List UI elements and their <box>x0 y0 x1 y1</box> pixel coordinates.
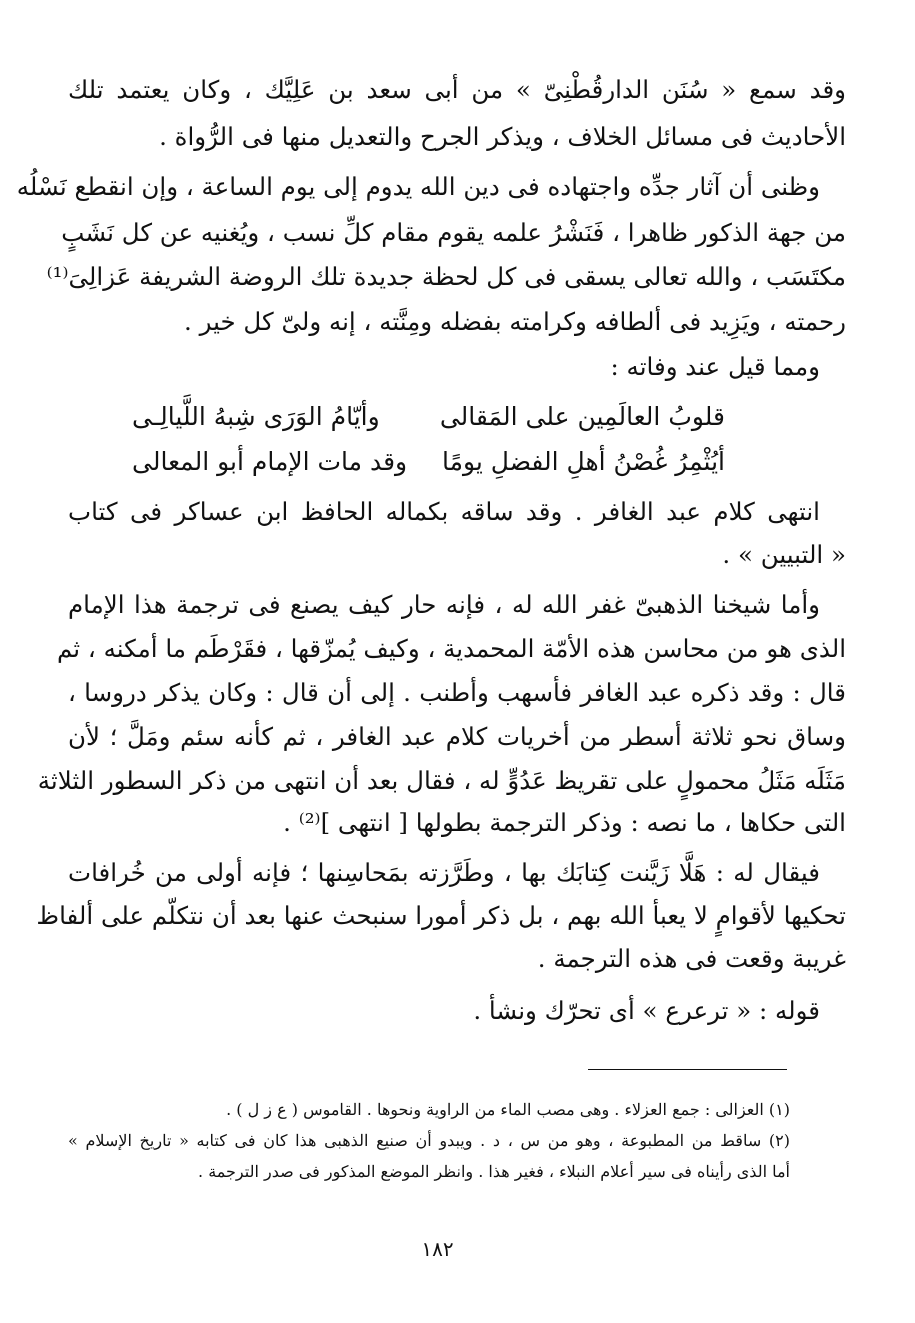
text-line: الأحاديث فى مسائل الخلاف ، ويذكر الجرح والتعديل منها فى الرُّواة . <box>159 122 846 151</box>
text-line: وساق نحو ثلاثة أسطر من أخريات كلام عبد الغافر ، ثم كأنه سئم ومَلَّ ؛ لأن <box>68 722 846 751</box>
text-line: من جهة الذكور ظاهرا ، فَنَشْرُ علمه يقوم مقام كلِّ نسب ، ويُغنيه عن كل نَشَبٍ <box>61 218 846 247</box>
text-line: انتهى كلام عبد الغافر . وقد ساقه بكماله الحافظ ابن عساكر فى كتاب <box>68 497 820 526</box>
page-number: ١٨٢ <box>421 1237 454 1261</box>
text-line: ومما قيل عند وفاته : <box>610 352 820 381</box>
footnote-2: (٢) ساقط من المطبوعة ، وهو من س ، د . ويبدو أن صنيع الذهبى هذا كان فى كتابه « تاريخ الإسلام » <box>68 1131 790 1150</box>
footnote-separator <box>588 1069 787 1070</box>
text-line: التى حكاها ، ما نصه : وذكر الترجمة بطولها [ انتهى ]⁽²⁾ . <box>283 808 846 837</box>
text-line: فيقال له : هَلَّا زَيَّنت كِتابَك بها ، وطَرَّزته بمَحاسِنها ؛ فإنه أولى من خُرافات <box>68 858 820 887</box>
verse-line-2-first-hemistich: أيُثْمِرُ غُصْنُ أهلِ الفضلِ يومًا <box>441 447 725 476</box>
text-line: وظنى أن آثار جدِّه واجتهاده فى دين الله يدوم إلى يوم الساعة ، وإن انقطع نَسْلُه <box>16 172 820 201</box>
text-line: وأما شيخنا الذهبىّ غفر الله له ، فإنه حار كيف يصنع فى ترجمة هذا الإمام <box>68 590 820 619</box>
text-line: غريبة وقعت فى هذه الترجمة . <box>537 944 846 973</box>
text-line: وقد سمع « سُنَن الدارقُطْنِىّ » من أبى سعد بن عَلِيَّك ، وكان يعتمد تلك <box>68 75 846 104</box>
footnote-2-continuation: أما الذى رأيناه فى سير أعلام النبلاء ، فغير هذا . وانظر الموضع المذكور فى صدر الترجمة . <box>198 1162 790 1181</box>
verse-line-1-first-hemistich: قلوبُ العالَمِين على المَقالى <box>439 402 725 431</box>
text-line: رحمته ، ويَزِيد فى ألطافه وكرامته بفضله ومِنَّته ، إنه ولىّ كل خير . <box>184 307 846 336</box>
verse-line-1-second-hemistich: وأيّامُ الوَرَى شِبهُ اللَّيالِـى <box>132 402 380 431</box>
text-line: « التبيين » . <box>722 540 846 569</box>
text-line: مكتَسَب ، والله تعالى يسقى فى كل لحظة جديدة تلك الروضة الشريفة عَزالِىَ⁽¹⁾ <box>46 262 846 291</box>
verse-line-2-second-hemistich: وقد مات الإمام أبو المعالى <box>132 447 408 476</box>
text-line: قوله : « ترعرع » أى تحرّك ونشأ . <box>473 996 820 1025</box>
text-line: قال : وقد ذكره عبد الغافر فأسهب وأطنب . إلى أن قال : وكان يذكر دروسا ، <box>68 678 846 707</box>
text-line: تحكيها لأقوامٍ لا يعبأ الله بهم ، بل ذكر أمورا سنبحث عنها بعد أن نتكلّم على ألفاظ <box>36 901 846 930</box>
footnote-1: (١) العزالى : جمع العزلاء . وهى مصب الماء من الراوية ونحوها . القاموس ( ع ز ل ) . <box>226 1100 790 1119</box>
text-line: الذى هو من محاسن هذه الأمّة المحمدية ، وكيف يُمزّقها ، فقَرْطَم ما أمكنه ، ثم <box>56 634 846 663</box>
text-line: مَثَلَه مَثَلُ محمولٍ على تقريظ عَدُوٍّ له ، فقال بعد أن انتهى من ذكر السطور الثلاثة <box>37 766 846 795</box>
